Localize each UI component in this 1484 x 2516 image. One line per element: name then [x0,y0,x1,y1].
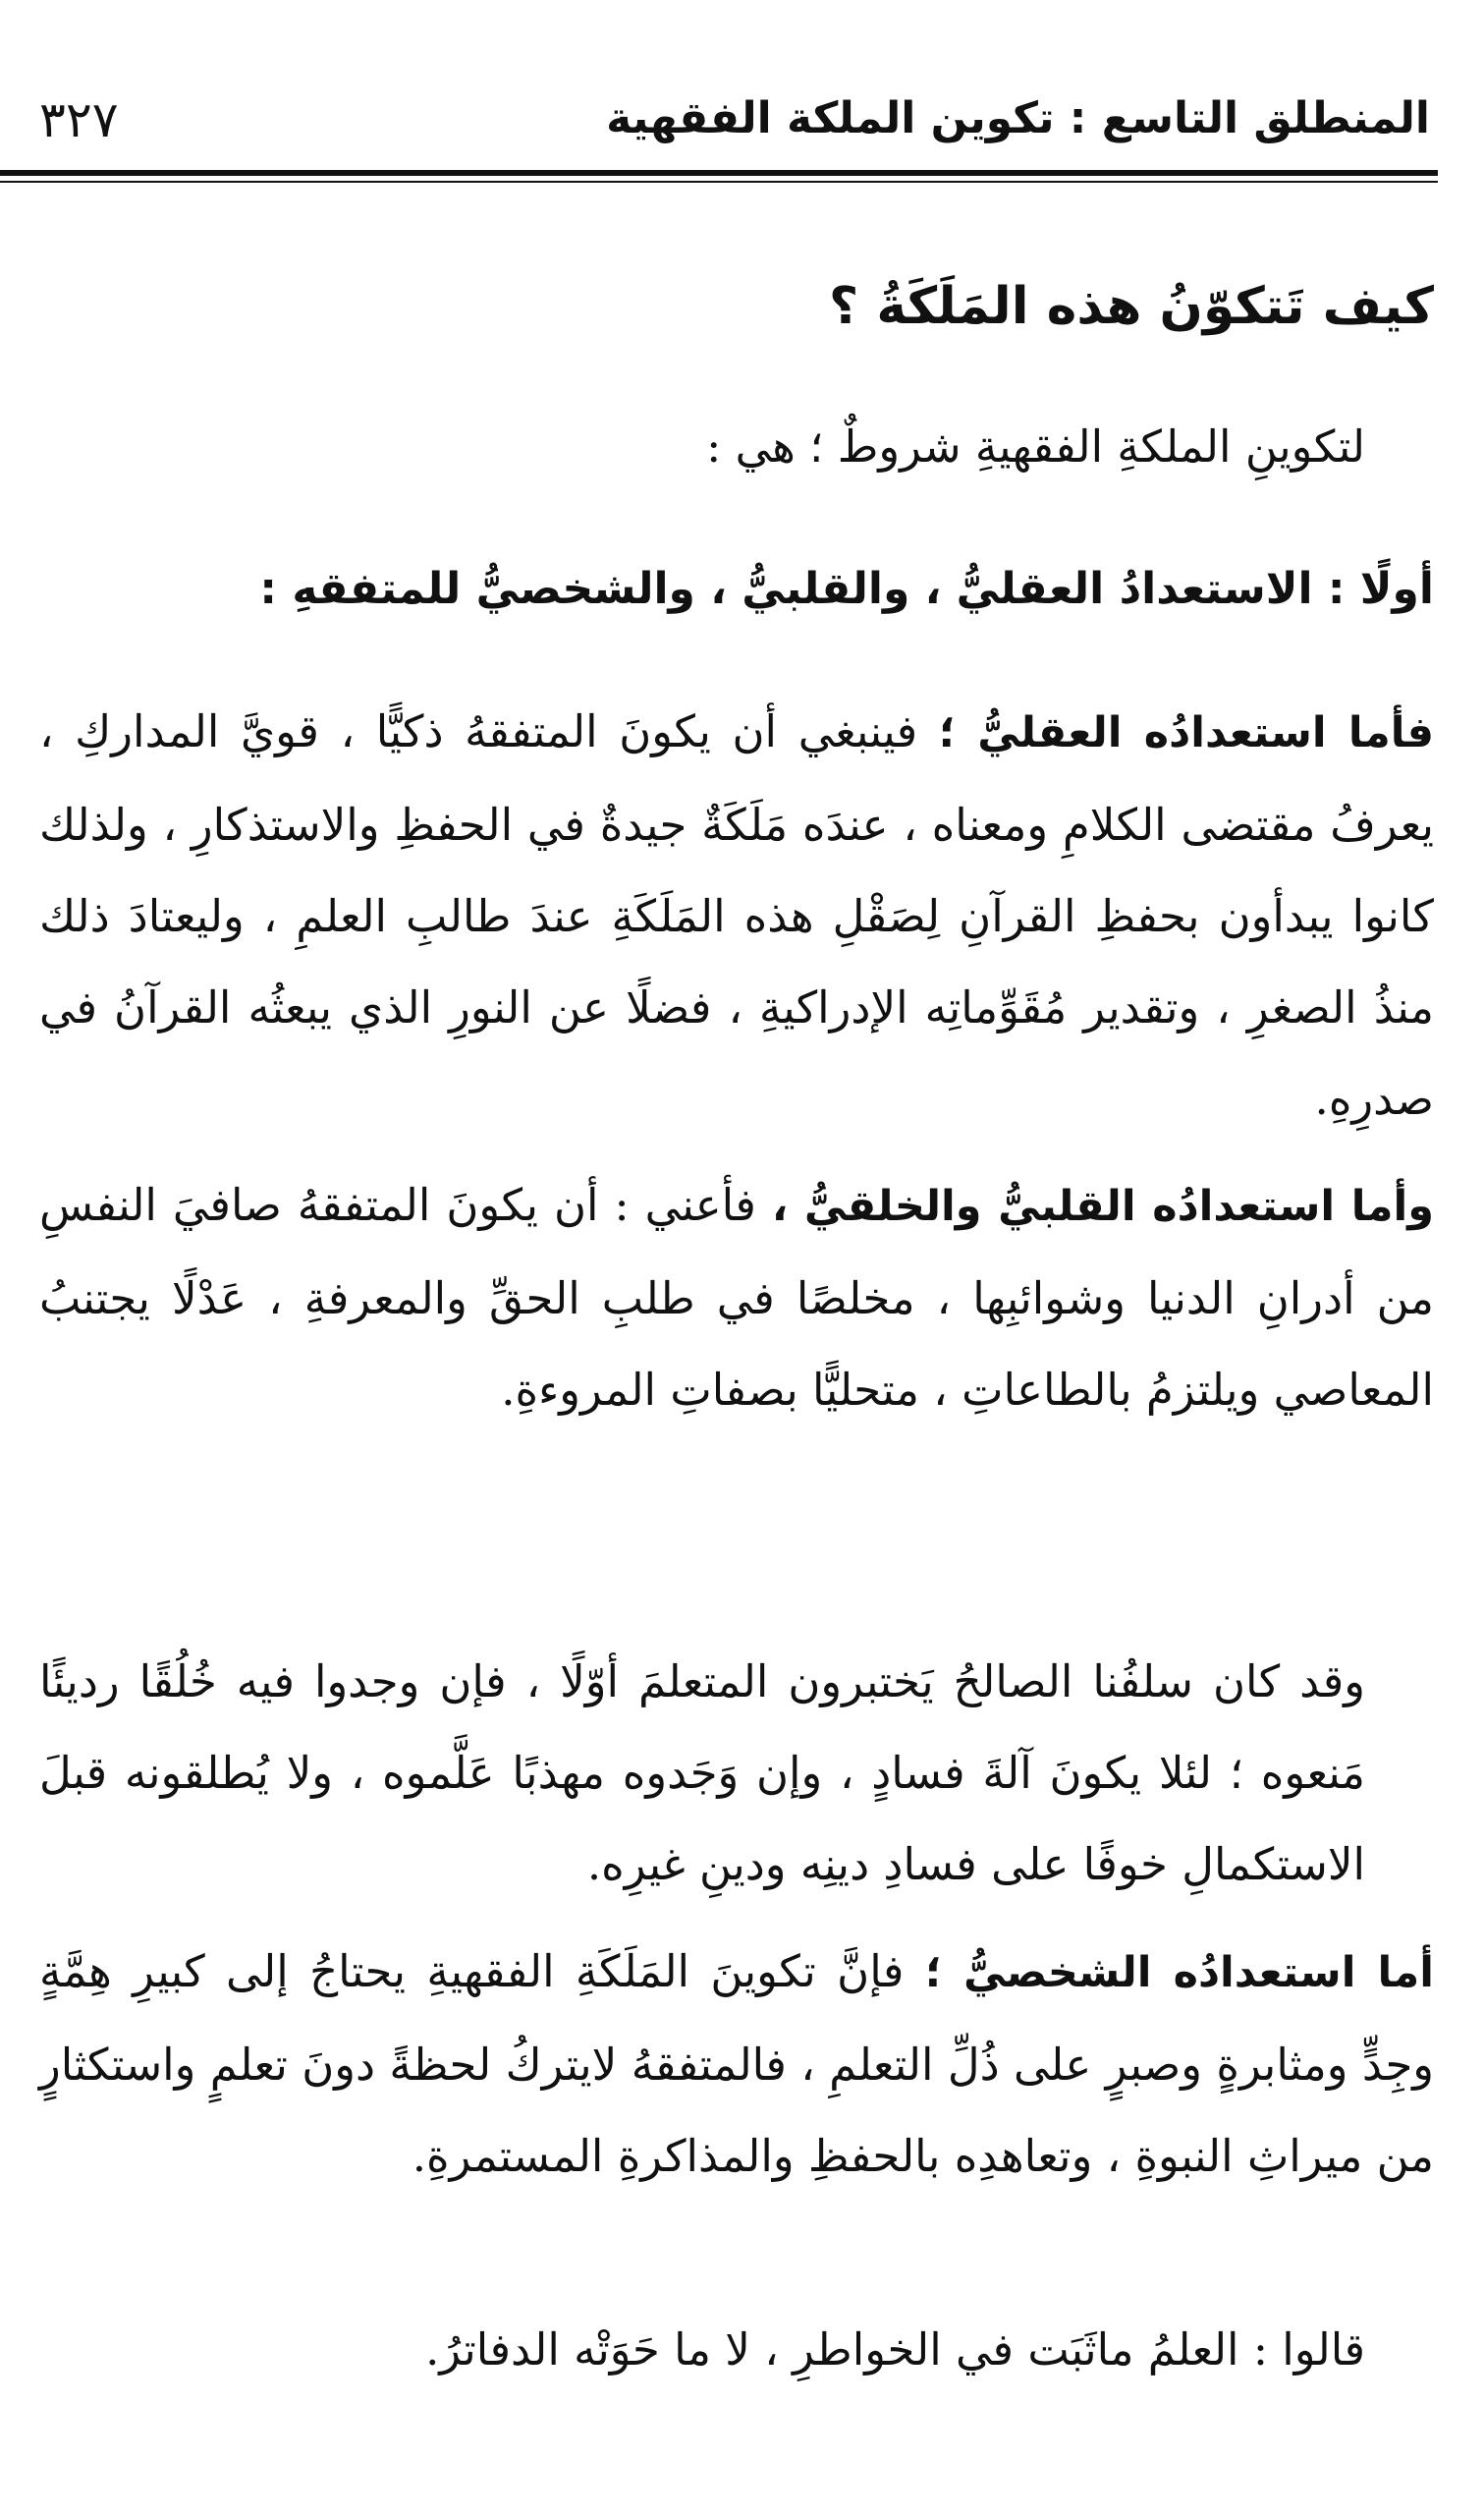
header-rule-thick [0,170,1438,176]
paragraph-personal-readiness [39,1926,1434,2299]
paragraph-heart-readiness [39,1159,1434,1621]
section-heading: كيف تَتكوّنُ هذه المَلَكَةُ ؟ [829,277,1434,336]
paragraph-lead: وأما استعدادُه القلبيُّ والخلقيُّ ، [771,1182,1434,1231]
intro-line: لتكوينِ الملكةِ الفقهيةِ شروطٌ ؛ هي : [706,420,1365,473]
paragraph-text: قالوا : العلمُ ماثَبَت في الخواطرِ ، لا ما حَوَتْه الدفاترُ. [425,2323,1365,2376]
paragraph-text: وقد كان سلفُنا الصالحُ يَختبرون المتعلمَ أوّلًا ، فإن وجدوا فيه خُلُقًا رديئًا مَنعوه ؛ لئلا يكونَ آلةَ فسادٍ ، وإن وَجَدوه مهذبًا عَلَّموه ، ولا يُطلقونه قبلَ الاستكمالِ خوفًا على فسادِ دينِه ودينِ غيرِه. [39,1655,1365,1890]
running-header [0,93,1484,172]
paragraph-text: فأعني : أن يكونَ المتفقهُ صافيَ النفسِ من أدرانِ الدنيا وشوائبِها ، مخلصًا في طلبِ الحقِّ والمعرفةِ ، عَدْلًا يجتنبُ المعاصي ويلتزمُ بالطاعاتِ ، متحليًّا بصفاتِ المروءةِ. [39,1179,1434,1416]
paragraph-lead: فأما استعدادُه العقليُّ ؛ [938,708,1434,757]
paragraph-text: فإنَّ تكوينَ المَلَكَةِ الفقهيةِ يحتاجُ إلى كبيرِ هِمَّةٍ وجِدٍّ ومثابرةٍ وصبرٍ على ذُلِّ التعلمِ ، فالمتفقهُ لايتركُ لحظةً دونَ تعلمٍ واستكثارٍ من ميراثِ النبوةِ ، وتعاهدِه بالحفظِ والمذاكرةِ المستمرةِ. [39,1945,1434,2182]
paragraph-text: فينبغي أن يكونَ المتفقهُ ذكيًّا ، قويَّ المداركِ ، يعرفُ مقتضى الكلامِ ومعناه ، عندَه مَلَكَةٌ جيدةٌ في الحفظِ والاستذكارِ ، ولذلك كانوا يبدأون بحفظِ القرآنِ لِصَقْلِ هذه المَلَكَةِ عندَ طالبِ العلمِ ، وليعتادَ ذلك منذُ الصغرِ ، وتقدير مُقَوِّماتِه الإدراكيةِ ، فضلًا عن النورِ الذي يبعثُه القرآنُ في صدرِهِ. [39,705,1434,1125]
header-rule-thin [0,181,1438,183]
page-number: ٣٢٧ [39,91,119,148]
paragraph-lead: أما استعدادُه الشخصيُّ ؛ [924,1948,1434,1997]
chapter-title: المنطلق التاسع : تكوين الملكة الفقهية [606,93,1430,143]
paragraph-saying [39,2304,1434,2402]
paragraph-predecessors [39,1636,1434,1911]
paragraph-mental-readiness [39,686,1434,1147]
subheading-first-condition: أولًا : الاستعدادُ العقليُّ ، والقلبيُّ ، والشخصيُّ للمتفقهِ : [259,564,1434,614]
